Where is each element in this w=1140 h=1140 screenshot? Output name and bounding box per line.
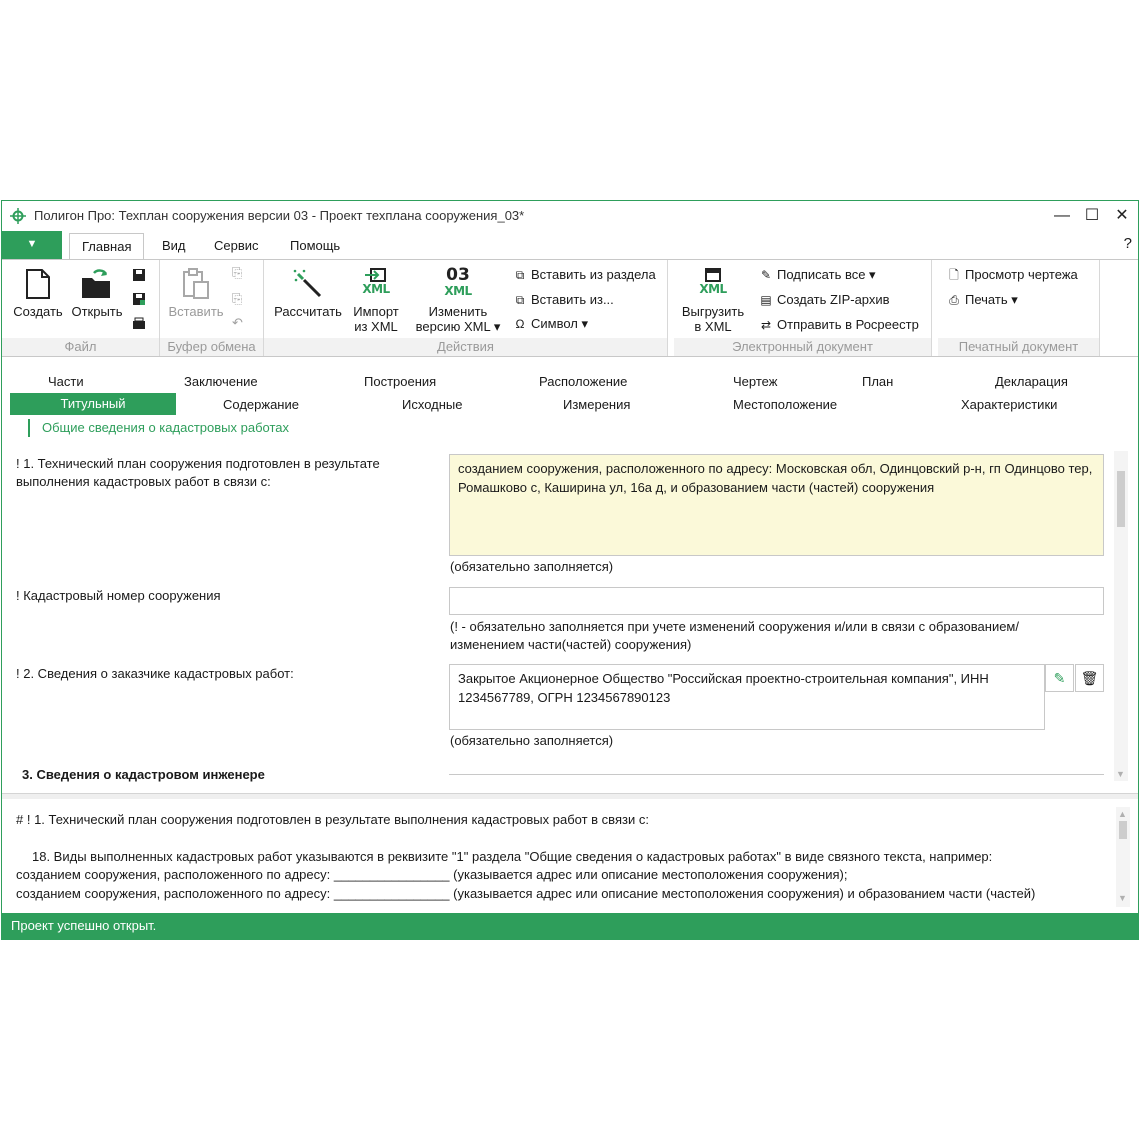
paste-label: Вставить: [168, 304, 224, 319]
symbol-button[interactable]: [512, 315, 588, 333]
ribbon-tab-bar: [2, 231, 1138, 259]
minimize-button[interactable]: —: [1054, 207, 1070, 224]
help-line-3: созданием сооружения, расположенного по адресу: ________________ (указывается адрес или описание местоположения сооружения);: [16, 867, 848, 882]
preview-icon: 🗋: [949, 268, 959, 282]
save-as-icon[interactable]: [132, 292, 146, 306]
q1-textarea[interactable]: созданием сооружения, расположенного по адресу: Московская обл, Одинцовский р-н, гп Одинцово тер, Ромашково с, Каширина ул, 16а д, и образованием части (частей) сооружения: [449, 454, 1104, 556]
help-line-4: созданием сооружения, расположенного по адресу: ________________ (указывается адрес или описание местоположения сооружения) и образованием части (частей): [16, 886, 1036, 901]
section-declaration[interactable]: Декларация: [995, 374, 1068, 389]
cut-icon[interactable]: ⎘: [232, 291, 243, 306]
form-scrollbar[interactable]: [1114, 451, 1128, 781]
edit-icon[interactable]: ✎: [1045, 664, 1074, 692]
ribbon: [2, 259, 1138, 357]
import-label-2: из XML: [354, 319, 398, 334]
cadastral-number-hint: (! - обязательно заполняется при учете изменений сооружения и/или в связи с образованием/ изменением части(частей) сооружения): [450, 619, 1019, 652]
form-scrollbar-thumb[interactable]: [1117, 471, 1125, 527]
undo-icon[interactable]: ↶: [232, 315, 243, 330]
ribbon-group-print: [938, 260, 1100, 356]
cadastral-number-label: ! Кадастровый номер сооружения: [16, 588, 221, 603]
omega-icon: Ω: [515, 317, 525, 331]
new-document-icon: [25, 268, 51, 300]
tab-service[interactable]: Сервис: [214, 238, 259, 253]
group-label-edoc: Электронный документ: [674, 338, 931, 356]
cadastral-number-input[interactable]: [449, 587, 1104, 615]
insert-from-section-label: Вставить из раздела: [531, 267, 656, 282]
ribbon-group-file: [2, 260, 160, 356]
create-zip-button[interactable]: [758, 291, 890, 309]
divider: [449, 774, 1104, 775]
scroll-down-icon[interactable]: ▼: [1118, 893, 1127, 903]
send-icon: ⇄: [760, 318, 772, 332]
section-plan[interactable]: План: [862, 374, 894, 389]
help-line-1: # ! 1. Технический план сооружения подготовлен в результате выполнения кадастровых работ в связи с:: [16, 812, 649, 827]
import-icon: [365, 268, 387, 282]
form-area: [2, 441, 1124, 781]
help-scrollbar[interactable]: [1116, 807, 1130, 907]
change-version-label-1: Изменить: [428, 304, 488, 319]
calculate-button[interactable]: [272, 264, 344, 319]
export-xml-button[interactable]: [678, 264, 748, 334]
group-label-print: Печатный документ: [938, 338, 1099, 356]
title-bar: [2, 201, 1138, 231]
section-measurements[interactable]: Измерения: [563, 397, 631, 412]
group-label-actions: Действия: [264, 338, 667, 356]
group-label-clipboard: Буфер обмена: [160, 338, 263, 356]
send-rosreestr-button[interactable]: [758, 316, 919, 334]
subtab-general-info[interactable]: Общие сведения о кадастровых работах: [28, 419, 289, 437]
symbol-label: Символ ▾: [531, 316, 589, 331]
preview-drawing-label: Просмотр чертежа: [965, 267, 1078, 282]
create-button[interactable]: [12, 264, 64, 319]
print-label: Печать ▾: [965, 292, 1018, 307]
help-panel: [2, 799, 1138, 911]
close-button[interactable]: ✕: [1115, 207, 1129, 224]
tab-help[interactable]: Помощь: [290, 238, 341, 253]
tab-home[interactable]: Главная: [69, 233, 144, 261]
insert-from-section-button[interactable]: [512, 266, 656, 284]
q2-hint: (обязательно заполняется): [450, 733, 614, 748]
version-03-icon: 03: [446, 264, 470, 285]
help-icon[interactable]: ?: [1123, 235, 1132, 252]
q1-hint: (обязательно заполняется): [450, 559, 614, 574]
section-contents[interactable]: Содержание: [223, 397, 299, 412]
sign-icon: ✎: [760, 268, 772, 282]
section-drawing[interactable]: Чертеж: [733, 374, 778, 389]
ribbon-group-edoc: [674, 260, 932, 356]
q1-label: ! 1. Технический план сооружения подготовлен в результате выполнения кадастровых работ в связи с:: [16, 456, 380, 489]
magic-wand-icon: [292, 268, 324, 300]
send-rosreestr-label: Отправить в Росреестр: [777, 317, 919, 332]
paste-button[interactable]: [166, 264, 226, 319]
tab-view[interactable]: Вид: [162, 238, 186, 253]
maximize-button[interactable]: ☐: [1084, 207, 1100, 224]
xml-icon: XML: [699, 281, 727, 296]
scroll-up-icon[interactable]: ▲: [1118, 809, 1127, 819]
section-source-data[interactable]: Исходные: [402, 397, 463, 412]
sign-all-button[interactable]: [758, 266, 876, 284]
section-conclusion[interactable]: Заключение: [184, 374, 258, 389]
print-button[interactable]: [946, 291, 1018, 309]
insert-section-icon: ⧉: [515, 268, 525, 282]
help-scrollbar-thumb[interactable]: [1119, 821, 1127, 839]
create-zip-label: Создать ZIP-архив: [777, 292, 890, 307]
scroll-down-icon[interactable]: ▼: [1116, 769, 1125, 779]
create-label: Создать: [13, 304, 63, 319]
section-placement[interactable]: Местоположение: [733, 397, 838, 412]
import-label-1: Импорт: [353, 304, 399, 319]
help-line-2: 18. Виды выполненных кадастровых работ указываются в реквизите "1" раздела "Общие сведения о кадастровых работах" в виде связного текста, например:: [32, 849, 993, 864]
close-project-icon[interactable]: [132, 316, 146, 330]
section-title-page[interactable]: Титульный: [10, 393, 176, 415]
delete-icon[interactable]: 🗑: [1075, 664, 1104, 692]
open-folder-icon: [80, 268, 114, 300]
section-parts[interactable]: Части: [48, 374, 84, 389]
calculate-label: Рассчитать: [274, 304, 342, 319]
export-label-1: Выгрузить: [681, 304, 745, 319]
window-title: Полигон Про: Техплан сооружения версии 03 - Проект техплана сооружения_03*: [34, 208, 525, 223]
insert-from-button[interactable]: [512, 291, 614, 309]
save-icon[interactable]: [132, 268, 146, 282]
insert-from-icon: ⧉: [515, 293, 525, 307]
status-bar: Проект успешно открыт.: [2, 913, 1138, 939]
insert-from-label: Вставить из...: [531, 292, 614, 307]
change-version-label-2: версию XML ▾: [415, 319, 501, 334]
q2-customer-field[interactable]: Закрытое Акционерное Общество "Российская проектно-строительная компания", ИНН 1234567789, ОГРН 1234567890123: [449, 664, 1045, 730]
copy-icon[interactable]: ⎘: [232, 265, 243, 280]
open-button[interactable]: [68, 264, 126, 319]
q2-label: ! 2. Сведения о заказчике кадастровых работ:: [16, 666, 294, 681]
ribbon-group-clipboard: [160, 260, 264, 356]
sign-all-label: Подписать все ▾: [777, 267, 876, 282]
export-label-2: в XML: [694, 319, 732, 334]
section-characteristics[interactable]: Характеристики: [961, 397, 1058, 412]
xml-icon: XML: [444, 283, 472, 298]
preview-drawing-button[interactable]: [946, 266, 1078, 284]
xml-icon: XML: [362, 281, 390, 296]
app-window: [1, 200, 1139, 940]
print-icon: ⎙: [949, 293, 959, 307]
open-label: Открыть: [71, 304, 123, 319]
section-constructions[interactable]: Построения: [364, 374, 437, 389]
ribbon-group-actions: [264, 260, 668, 356]
change-version-button[interactable]: [410, 264, 506, 334]
import-xml-button[interactable]: [346, 264, 406, 334]
section-location[interactable]: Расположение: [539, 374, 628, 389]
zip-icon: ▤: [760, 293, 772, 307]
section-navigation: [2, 367, 1138, 423]
export-icon: [705, 268, 721, 282]
group-label-file: Файл: [2, 338, 159, 356]
file-menu-button[interactable]: ▼: [2, 231, 62, 259]
app-logo-icon: [10, 208, 26, 224]
q3-heading: 3. Сведения о кадастровом инженере: [22, 767, 265, 782]
paste-icon: [182, 268, 210, 300]
